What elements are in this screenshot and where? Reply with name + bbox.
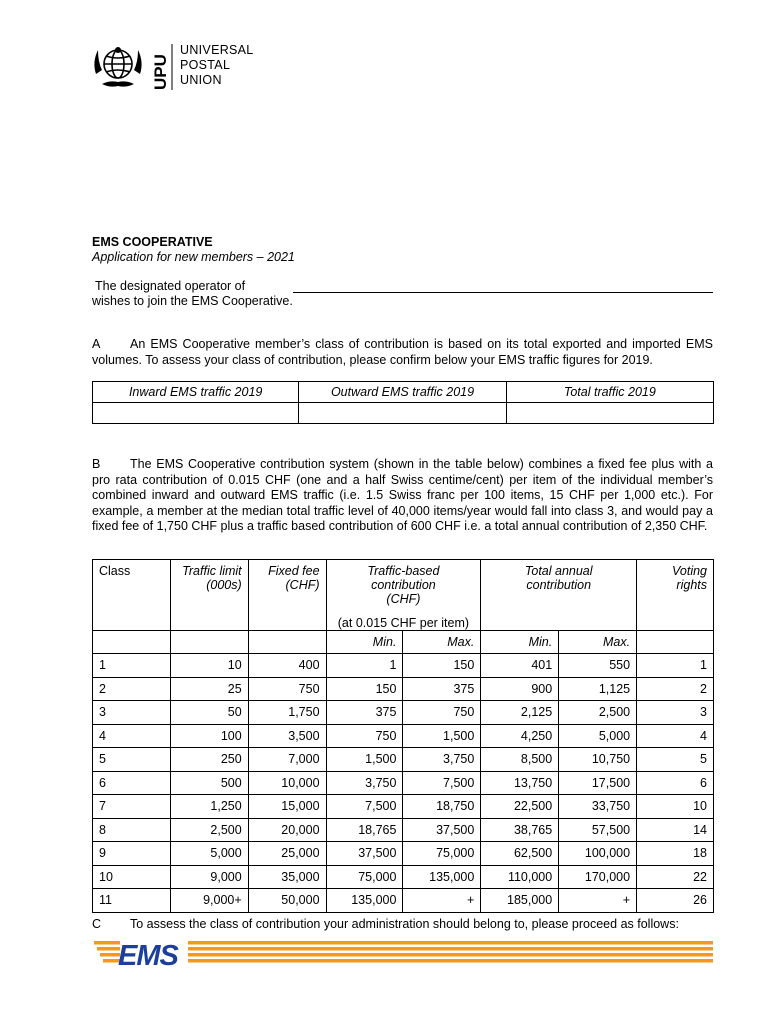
traffic-value-total[interactable] [506, 403, 713, 424]
table-cell: 7,000 [248, 748, 326, 772]
traffic-header-total: Total traffic 2019 [506, 382, 713, 403]
traffic-min-label: Min. [326, 630, 403, 654]
table-cell: 401 [481, 654, 559, 678]
table-cell: 9 [93, 842, 171, 866]
table-cell: 150 [403, 654, 481, 678]
table-cell: 900 [481, 677, 559, 701]
ems-right-stripe [188, 941, 713, 945]
table-cell: 500 [170, 771, 248, 795]
table-cell: 185,000 [481, 889, 559, 913]
table-cell: 10 [637, 795, 714, 819]
table-cell: 18,765 [326, 818, 403, 842]
org-line-2: POSTAL [180, 58, 231, 72]
upu-abbrev: UPU [151, 54, 170, 90]
table-cell: 35,000 [248, 865, 326, 889]
table-cell: 1 [637, 654, 714, 678]
table-cell: 2,500 [559, 701, 637, 725]
table-cell: 150 [326, 677, 403, 701]
col-voting-header: Voting rights [637, 560, 714, 631]
total-max-label: Max. [559, 630, 637, 654]
table-cell: 400 [248, 654, 326, 678]
table-cell: 1,500 [326, 748, 403, 772]
table-cell: 8 [93, 818, 171, 842]
table-row [93, 842, 714, 866]
table-cell: 750 [403, 701, 481, 725]
table-cell: 11 [93, 889, 171, 913]
section-c [92, 917, 713, 933]
table-cell: 50,000 [248, 889, 326, 913]
table-cell: 7 [93, 795, 171, 819]
table-cell: 25 [170, 677, 248, 701]
upu-emblem-icon [88, 40, 148, 96]
table-cell: 22,500 [481, 795, 559, 819]
org-line-1: UNIVERSAL [180, 43, 254, 57]
table-cell: 1,750 [248, 701, 326, 725]
table-cell: 18,750 [403, 795, 481, 819]
table-cell: 5,000 [170, 842, 248, 866]
table-cell: 20,000 [248, 818, 326, 842]
table-cell: 3,750 [326, 771, 403, 795]
table-cell: 135,000 [326, 889, 403, 913]
table-row [93, 865, 714, 889]
col-limit-header: Traffic limit (000s) [170, 560, 248, 631]
min-max-row [93, 630, 714, 654]
table-cell: 1 [93, 654, 171, 678]
document-title: EMS COOPERATIVE [92, 235, 213, 249]
table-cell: 250 [170, 748, 248, 772]
table-cell: 750 [326, 724, 403, 748]
table-cell: 18 [637, 842, 714, 866]
ems-right-stripe [188, 953, 713, 957]
table-cell: 14 [637, 818, 714, 842]
table-row [93, 771, 714, 795]
table-cell: 5 [637, 748, 714, 772]
wishes-text: wishes to join the EMS Cooperative. [92, 294, 293, 308]
table-cell: 7,500 [326, 795, 403, 819]
designated-operator-label: The designated operator of [95, 279, 246, 293]
table-cell: 1 [326, 654, 403, 678]
table-cell: 62,500 [481, 842, 559, 866]
table-cell: 2 [93, 677, 171, 701]
ems-left-stripe [97, 947, 120, 951]
table-row [93, 818, 714, 842]
col-traffic-title: Traffic-based contribution (CHF) [367, 564, 440, 606]
total-min-label: Min. [481, 630, 559, 654]
table-cell: 13,750 [481, 771, 559, 795]
table-cell: 57,500 [559, 818, 637, 842]
table-cell: 75,000 [326, 865, 403, 889]
table-cell: 17,500 [559, 771, 637, 795]
traffic-value-outward[interactable] [299, 403, 506, 424]
table-cell: 9,000 [170, 865, 248, 889]
table-row [93, 748, 714, 772]
table-row [93, 677, 714, 701]
ems-logo [90, 938, 715, 970]
traffic-header-outward: Outward EMS traffic 2019 [299, 382, 506, 403]
table-cell: 38,765 [481, 818, 559, 842]
table-cell: 4 [637, 724, 714, 748]
table-cell: 22 [637, 865, 714, 889]
col-traffic-header [326, 560, 481, 631]
table-cell: 4 [93, 724, 171, 748]
ems-right-stripe [188, 947, 713, 951]
table-cell: 10 [93, 865, 171, 889]
table-cell: 10 [170, 654, 248, 678]
table-cell: + [559, 889, 637, 913]
table-cell: 100,000 [559, 842, 637, 866]
table-cell: 15,000 [248, 795, 326, 819]
section-b [92, 457, 713, 535]
table-cell: 110,000 [481, 865, 559, 889]
section-b-letter: B [92, 457, 101, 471]
ems-left-stripe [94, 941, 120, 945]
table-cell: 10,000 [248, 771, 326, 795]
table-cell: 75,000 [403, 842, 481, 866]
class-table [92, 559, 714, 913]
table-cell: 2 [637, 677, 714, 701]
section-a-text: An EMS Cooperative member’s class of contribution is based on its total exported and imported EMS volumes. To assess your class of contribution, please confirm below your EMS traffic figures for 2019. [92, 337, 713, 367]
table-cell: 6 [93, 771, 171, 795]
table-cell: 2,125 [481, 701, 559, 725]
table-cell: 37,500 [403, 818, 481, 842]
section-c-text: To assess the class of contribution your administration should belong to, please proceed as follows: [130, 917, 679, 931]
table-cell: 8,500 [481, 748, 559, 772]
table-cell: 4,250 [481, 724, 559, 748]
table-cell: 375 [326, 701, 403, 725]
org-line-3: UNION [180, 73, 222, 87]
designated-operator-field[interactable] [293, 292, 713, 293]
traffic-header-inward: Inward EMS traffic 2019 [93, 382, 299, 403]
table-cell: 1,125 [559, 677, 637, 701]
table-cell: 170,000 [559, 865, 637, 889]
traffic-value-inward[interactable] [93, 403, 299, 424]
col-fee-header: Fixed fee (CHF) [248, 560, 326, 631]
table-cell: 750 [248, 677, 326, 701]
table-cell: 37,500 [326, 842, 403, 866]
traffic-table [92, 381, 714, 424]
upu-vertical-wordmark [148, 42, 174, 92]
table-row [93, 701, 714, 725]
document-subtitle: Application for new members – 2021 [92, 250, 295, 264]
table-cell: 26 [637, 889, 714, 913]
section-a [92, 337, 713, 368]
table-row [93, 724, 714, 748]
table-row [93, 654, 714, 678]
upu-name [180, 43, 254, 88]
section-c-letter: C [92, 917, 102, 931]
table-cell: 50 [170, 701, 248, 725]
table-cell: 6 [637, 771, 714, 795]
table-cell: 3 [93, 701, 171, 725]
table-cell: 3,500 [248, 724, 326, 748]
table-row [93, 889, 714, 913]
table-cell: 10,750 [559, 748, 637, 772]
table-cell: 100 [170, 724, 248, 748]
ems-logo-text: EMS [118, 940, 178, 970]
table-cell: 1,500 [403, 724, 481, 748]
table-cell: 5,000 [559, 724, 637, 748]
table-cell: 2,500 [170, 818, 248, 842]
table-cell: 3 [637, 701, 714, 725]
table-row [93, 795, 714, 819]
section-b-text: The EMS Cooperative contribution system (shown in the table below) combines a fixed fee plus with a pro rata contribution of 0.015 CHF (one and a half Swiss centime/cent) per item of the individual member’s combined inward and outward EMS traffic (i.e. 1.5 Swiss franc per 100 items, 15 CHF per 1,000 etc.). For example, a member at the median total traffic level of 40,000 items/year would fall into class 3, and would pay a fixed fee of 1,750 CHF plus a traffic based contribution of 600 CHF i.e. a total annual contribution of 2,350 CHF. [92, 457, 713, 533]
section-a-letter: A [92, 337, 101, 351]
ems-right-stripe [188, 959, 713, 963]
table-cell: 550 [559, 654, 637, 678]
table-cell: 7,500 [403, 771, 481, 795]
table-cell: 25,000 [248, 842, 326, 866]
table-cell: 1,250 [170, 795, 248, 819]
col-class-header: Class [93, 560, 171, 631]
table-cell: 375 [403, 677, 481, 701]
table-cell: 33,750 [559, 795, 637, 819]
table-cell: + [403, 889, 481, 913]
table-cell: 135,000 [403, 865, 481, 889]
col-total-header: Total annual contribution [481, 560, 637, 631]
traffic-max-label: Max. [403, 630, 481, 654]
ems-left-stripe [100, 953, 120, 957]
table-cell: 3,750 [403, 748, 481, 772]
col-traffic-note: (at 0.015 CHF per item) [337, 616, 470, 630]
table-cell: 5 [93, 748, 171, 772]
table-cell: 9,000+ [170, 889, 248, 913]
